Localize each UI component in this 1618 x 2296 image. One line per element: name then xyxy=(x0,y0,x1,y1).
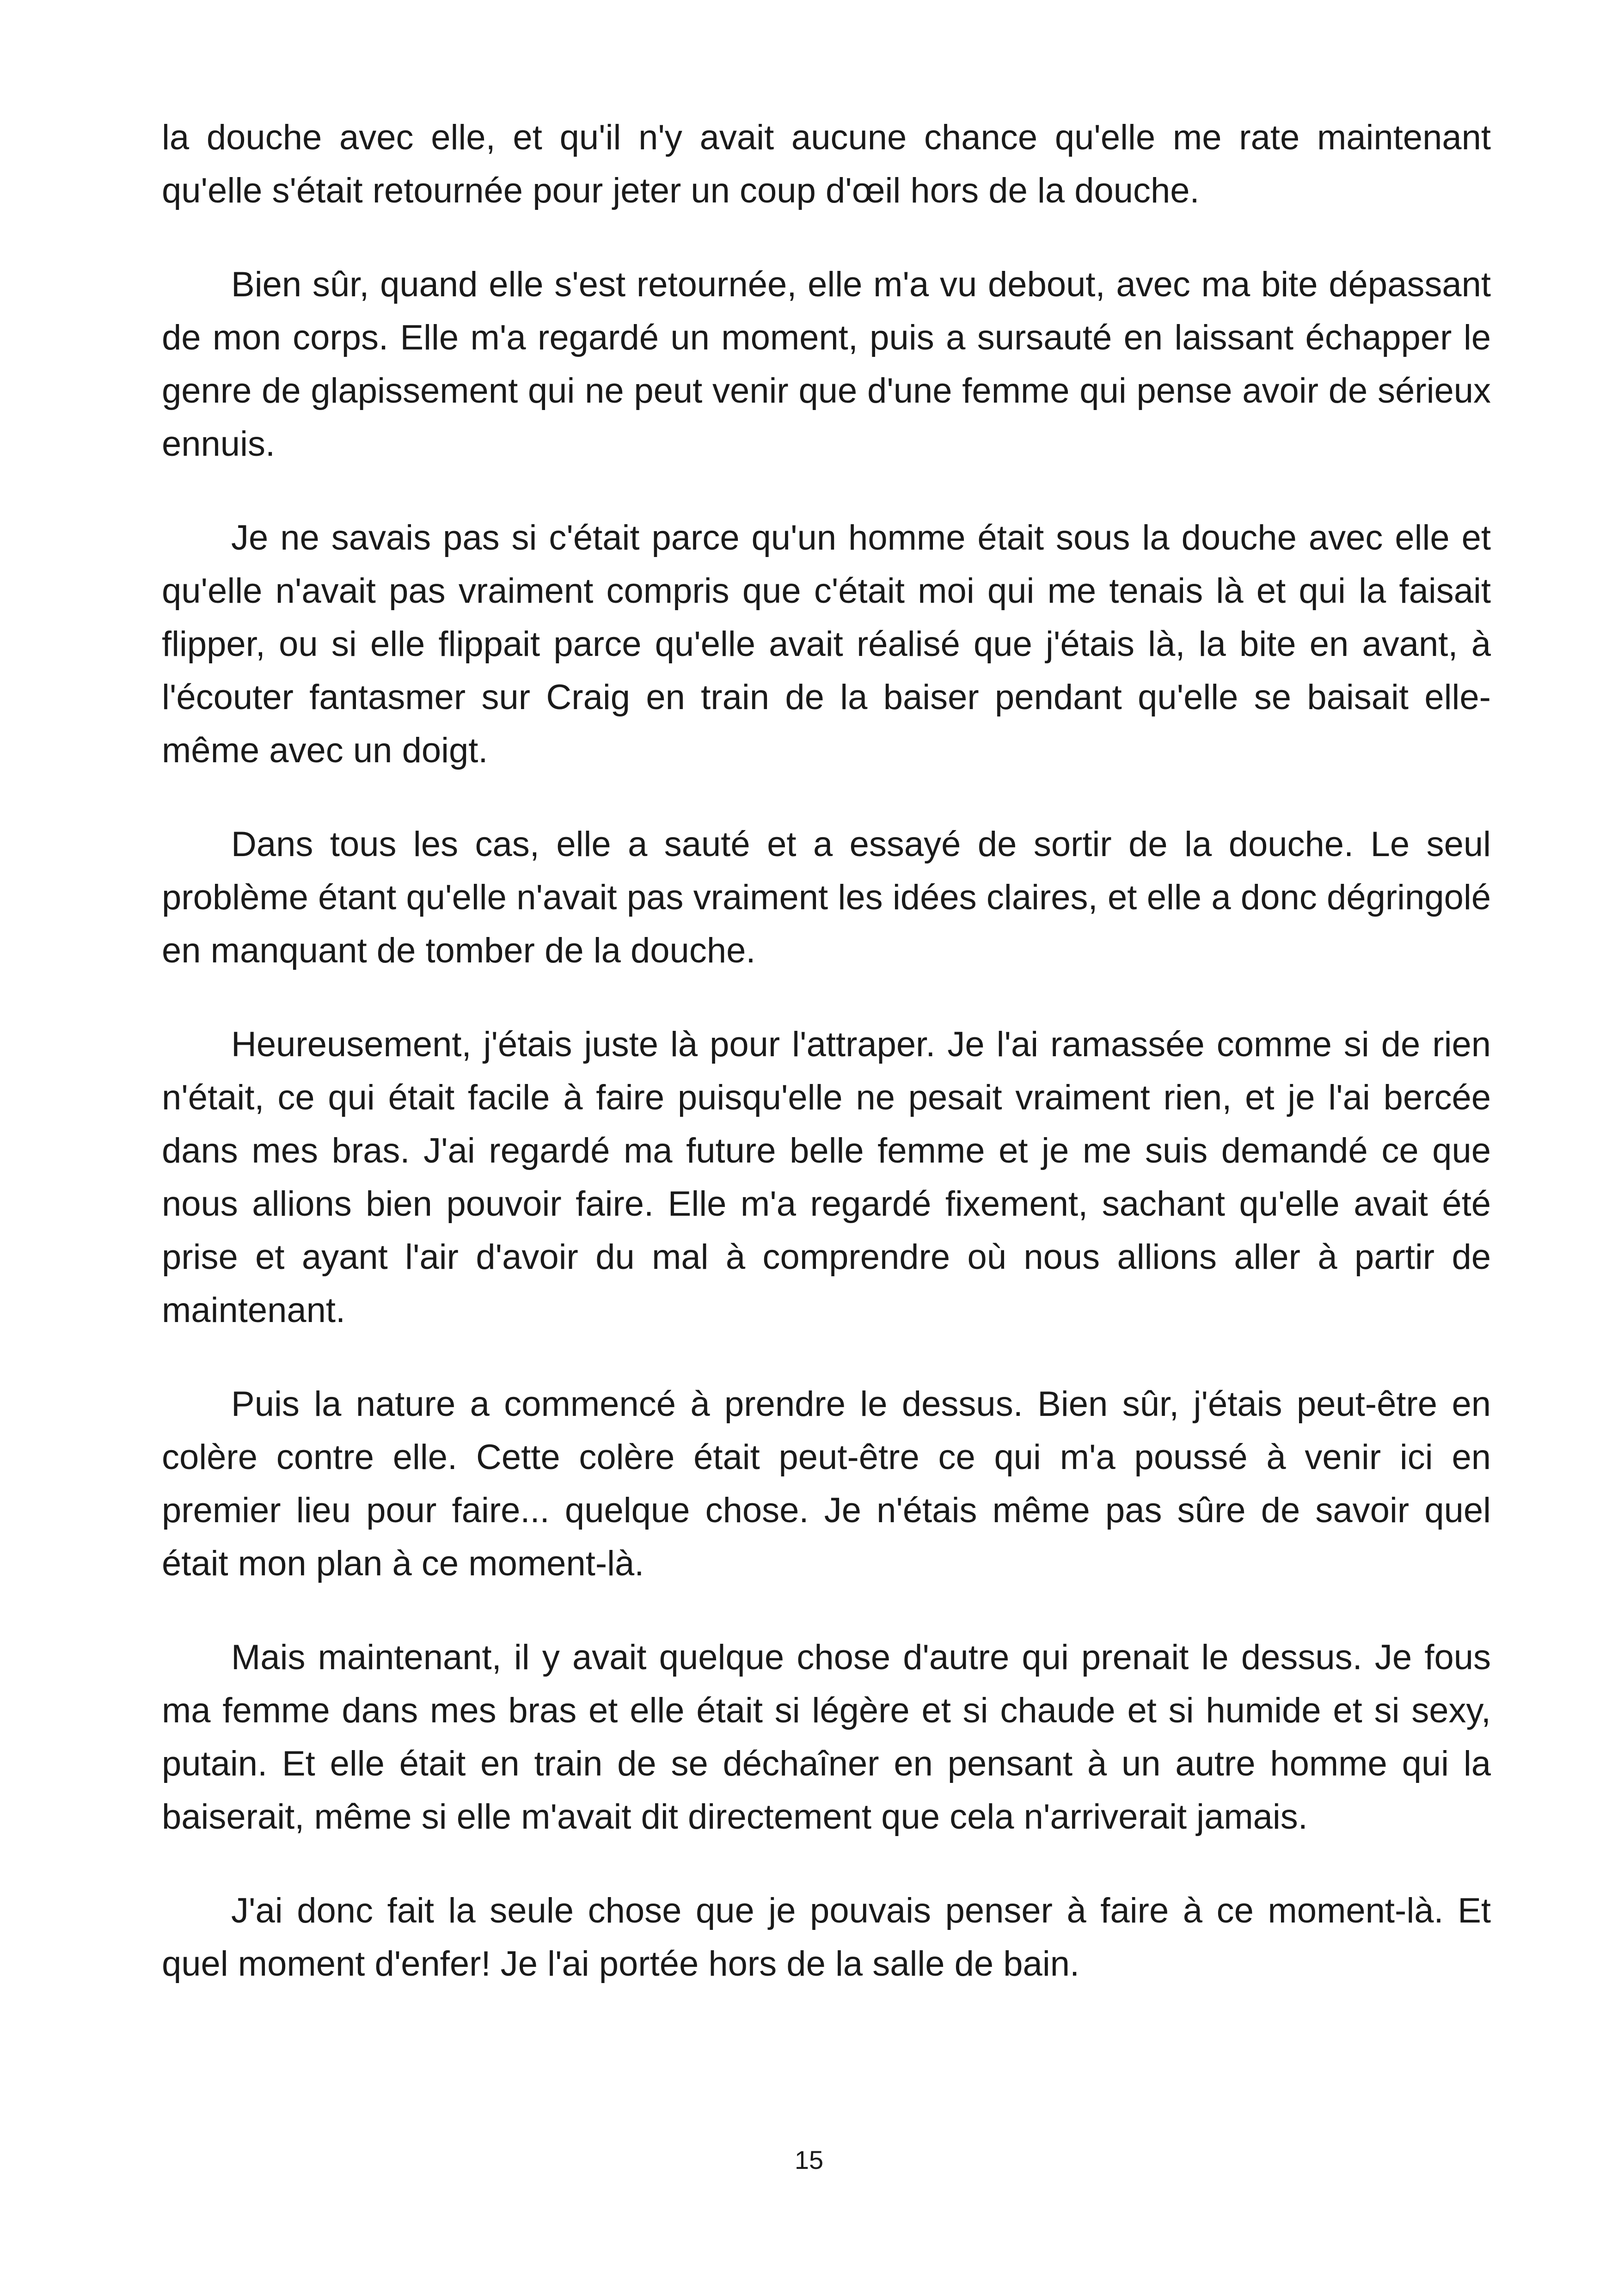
paragraph-2: Bien sûr, quand elle s'est retournée, elle m'a vu debout, avec ma bite dépassant de mon corps. Elle m'a regardé un moment, puis a sursauté en laissant échapper le genre de glapissement qui ne peut venir que d'une femme qui pense avoir de sérieux ennuis. xyxy=(162,265,1491,464)
paragraph-7: Mais maintenant, il y avait quelque chose d'autre qui prenait le dessus. Je fous ma femme dans mes bras et elle était si légère et si chaude et si humide et si sexy, putain. Et elle était en train de se déchaîner en pensant à un autre homme qui la baiserait, même si elle m'avait dit directement que cela n'arriverait jamais. xyxy=(162,1638,1491,1837)
page-number: 15 xyxy=(794,2145,824,2174)
body-text xyxy=(162,111,1491,2031)
paragraph-4: Dans tous les cas, elle a sauté et a essayé de sortir de la douche. Le seul problème étant qu'elle n'avait pas vraiment les idées claires, et elle a donc dégringolé en manquant de tomber de la douche. xyxy=(162,825,1491,970)
paragraph-1: la douche avec elle, et qu'il n'y avait aucune chance qu'elle me rate maintenant qu'elle s'était retournée pour jeter un coup d'œil hors de la douche. xyxy=(162,118,1491,210)
paragraph-8: J'ai donc fait la seule chose que je pouvais penser à faire à ce moment-là. Et quel moment d'enfer! Je l'ai portée hors de la salle de bain. xyxy=(162,1891,1491,1984)
paragraph-3: Je ne savais pas si c'était parce qu'un homme était sous la douche avec elle et qu'elle n'avait pas vraiment compris que c'était moi qui me tenais là et qui la faisait flipper, ou si elle flippait parce qu'elle avait réalisé que j'étais là, la bite en avant, à l'écouter fantasmer sur Craig en train de la baiser pendant qu'elle se baisait elle-même avec un doigt. xyxy=(162,518,1491,770)
paragraph-5: Heureusement, j'étais juste là pour l'attraper. Je l'ai ramassée comme si de rien n'était, ce qui était facile à faire puisqu'elle ne pesait vraiment rien, et je l'ai bercée dans mes bras. J'ai regardé ma future belle femme et je me suis demandé ce que nous allions bien pouvoir faire. Elle m'a regardé fixement, sachant qu'elle avait été prise et ayant l'air d'avoir du mal à comprendre où nous allions aller à partir de maintenant. xyxy=(162,1025,1491,1330)
paragraph-6: Puis la nature a commencé à prendre le dessus. Bien sûr, j'étais peut-être en colère contre elle. Cette colère était peut-être ce qui m'a poussé à venir ici en premier lieu pour faire... quelque chose. Je n'étais même pas sûre de savoir quel était mon plan à ce moment-là. xyxy=(162,1384,1491,1583)
